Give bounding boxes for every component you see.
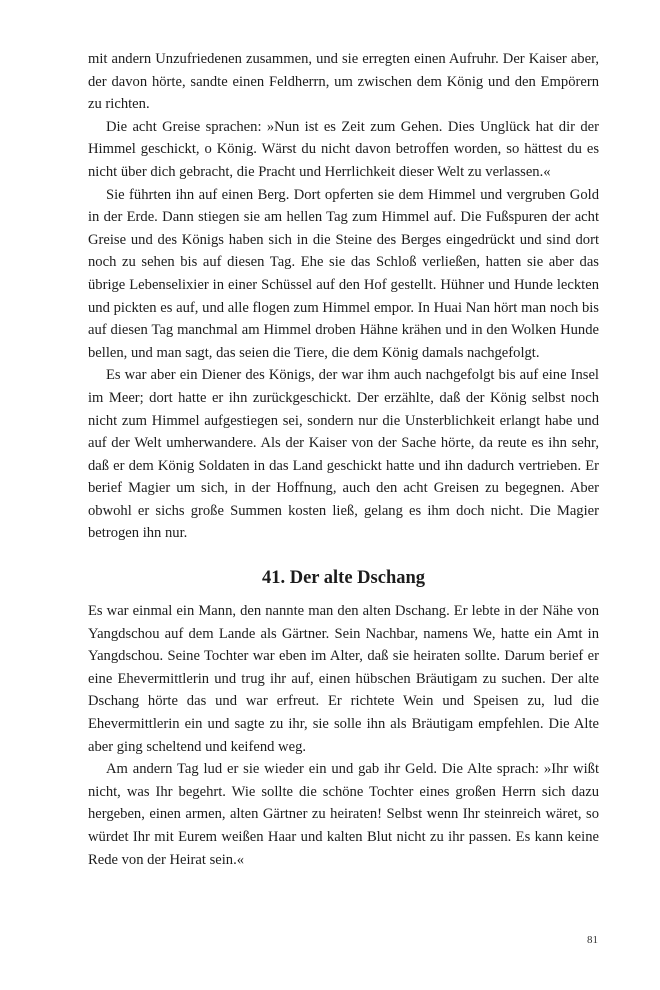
paragraph: Es war aber ein Diener des Königs, der war ihm auch nachgefolgt bis auf eine Insel im Meer; dort hatte er ihn zurückgeschickt. Der erzählte, daß der König selbst noch nicht zum Himmel aufgestiegen sei, sondern nur die Unsterblichkeit erlangt habe und auf der Welt umherwandere. Als der Kaiser von der Sache hörte, da reute es ihn sehr, daß er dem König Soldaten in das Land geschickt hatte und ihn dadurch vertrieben. Er berief Magier um sich, in der Hoffnung, auch den acht Greisen zu begegnen. Aber obwohl er sichs große Summen kosten ließ, gelang es ihm doch nicht. Die Magier betrogen ihn nur.: [88, 367, 599, 542]
page-number: 81: [587, 934, 598, 946]
page-body: [88, 48, 599, 871]
paragraph: Es war einmal ein Mann, den nannte man den alten Dschang. Er lebte in der Nähe von Yangdschou auf dem Lande als Gärtner. Sein Nachbar, namens We, hatte ein Amt in Yangdschou. Seine Tochter war eben im Alter, daß sie heiraten sollte. Darum berief er eine Ehevermittlerin und trug ihr auf, einen hübschen Bräutigam zu suchen. Der alte Dschang hörte das und war erfreut. Er richtete Wein und Speisen zu, lud die Ehevermittlerin ein und sagte zu ihr, sie solle ihn als Bräutigam empfehlen. Die Alte aber ging scheltend und keifend weg.: [88, 603, 599, 755]
chapter-title: 41. Der alte Dschang: [261, 568, 426, 589]
paragraph: Die acht Greise sprachen: »Nun ist es Zeit zum Gehen. Dies Unglück hat dir der Himmel geschickt, o König. Wärst du nicht davon betroffen worden, so hättest du es nicht über dich gebracht, die Pracht und Herrlichkeit dieser Welt zu verlassen.«: [88, 118, 599, 180]
paragraph: Sie führten ihn auf einen Berg. Dort opferten sie dem Himmel und vergruben Gold in der Erde. Dann stiegen sie am hellen Tag zum Himmel auf. Die Fußspuren der acht Greise und des Königs haben sich in die Steine des Berges eingedrückt und sind dort noch zu sehen bis auf diesen Tag. Ehe sie das Schloß verließen, hatten sie aber das übrige Lebenselixier in einer Schüssel auf den Hof gestellt. Hühner und Hunde leckten und pickten es auf, und alle flogen zum Himmel empor. In Huai Nan hört man noch bis auf diesen Tag manchmal am Himmel droben Hähne krähen und in den Wolken Hunde bellen, und man sagt, das seien die Tiere, die dem König damals nachgefolgt.: [88, 186, 599, 361]
paragraph: Am andern Tag lud er sie wieder ein und gab ihr Geld. Die Alte sprach: »Ihr wißt nicht, was Ihr begehrt. Wie sollte die schöne Tochter eines großen Herrn sich dazu hergeben, einen armen, alten Gärtner zu heiraten! Selbst wenn Ihr steinreich wäret, so würdet Ihr mit Eurem weißen Haar und kalten Blut nicht zu ihr passen. Es kann keine Rede von der Heirat sein.«: [88, 761, 599, 868]
paragraph-continuation: mit andern Unzufriedenen zusammen, und sie erregten einen Aufruhr. Der Kaiser aber, der davon hörte, sandte einen Feldherrn, um zwischen dem König und den Empörern zu richten.: [88, 51, 599, 113]
